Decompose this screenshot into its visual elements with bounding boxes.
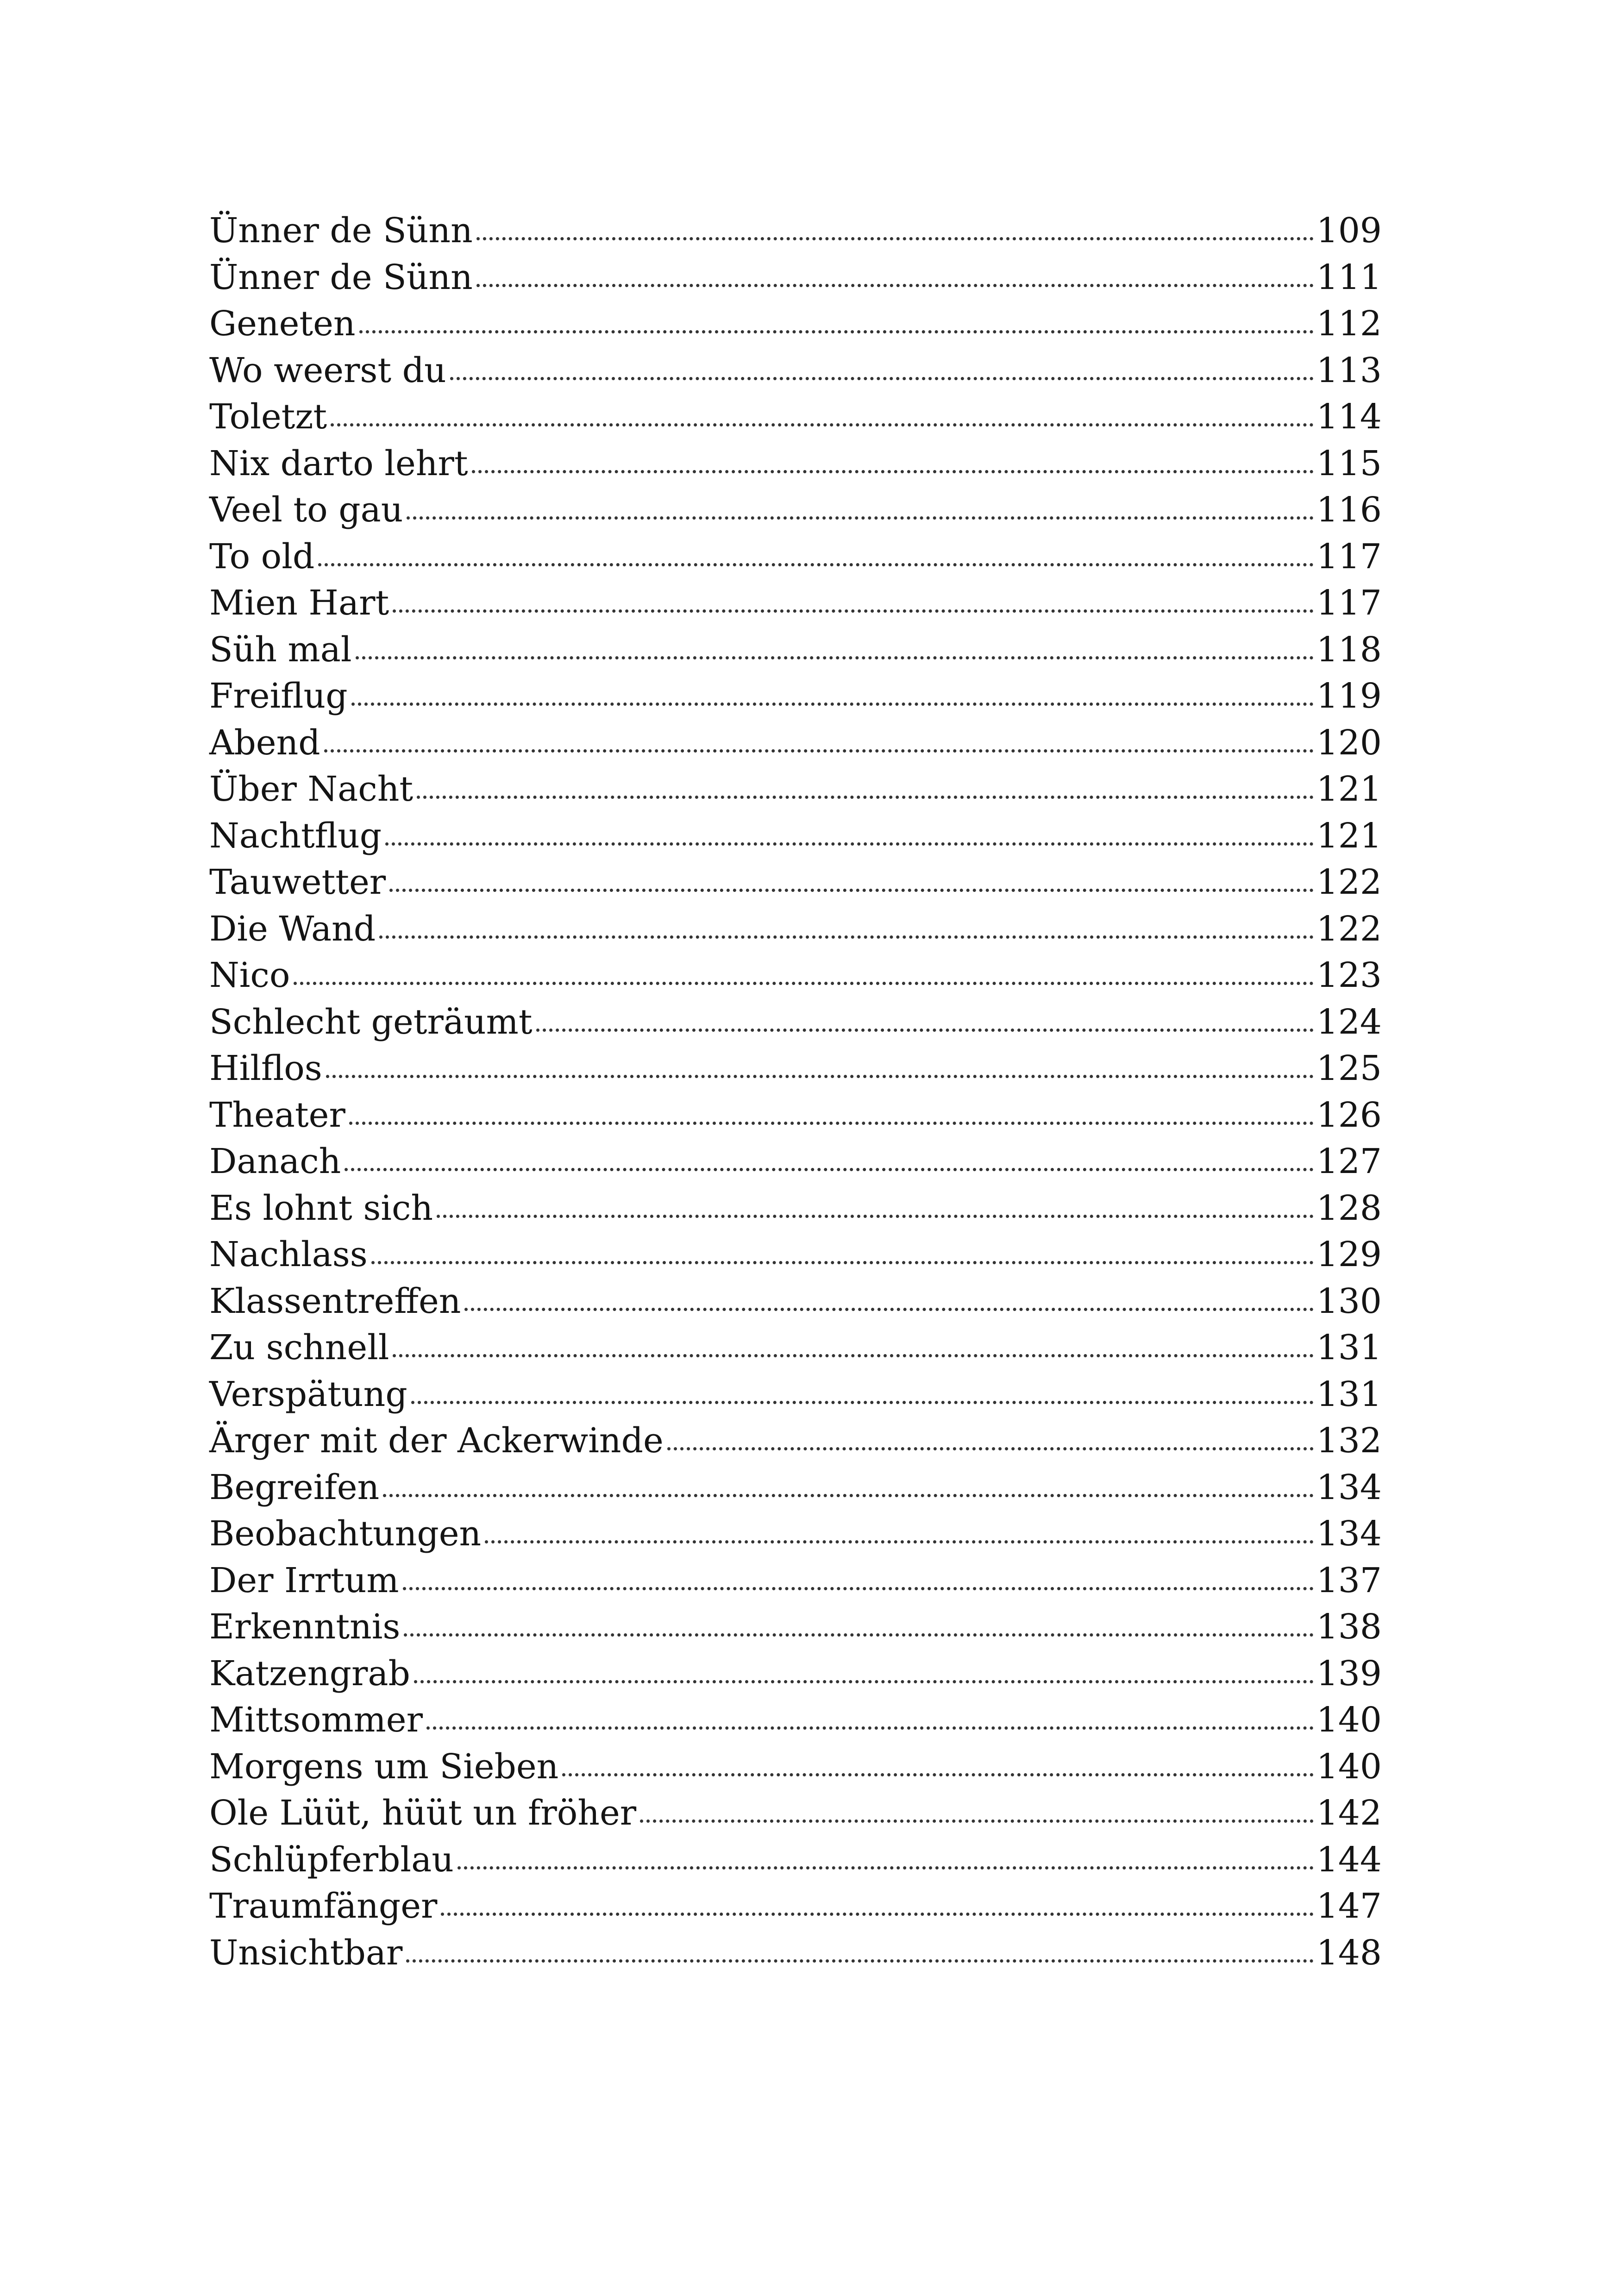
- toc-entry-page-number: 119: [1316, 676, 1382, 716]
- toc-dot-leader: [404, 1633, 1313, 1637]
- toc-entry-title: Verspätung: [209, 1374, 407, 1414]
- toc-entry-page-number: 129: [1316, 1235, 1382, 1274]
- toc-entry-title: Freiflug: [209, 676, 348, 716]
- toc-dot-leader: [562, 1773, 1313, 1776]
- toc-entry-page-number: 114: [1316, 397, 1382, 437]
- toc-entry: [209, 1883, 1382, 1930]
- toc-entry: [209, 627, 1382, 673]
- toc-entry: [209, 1231, 1382, 1278]
- toc-entry-page-number: 127: [1316, 1142, 1382, 1181]
- toc-entry-page-number: 137: [1316, 1560, 1382, 1600]
- toc-entry-title: Mien Hart: [209, 583, 389, 623]
- toc-entry: [209, 440, 1382, 487]
- toc-entry-title: Klassentreffen: [209, 1281, 461, 1321]
- toc-entry-page-number: 139: [1316, 1653, 1382, 1694]
- toc-entry-page-number: 120: [1316, 722, 1382, 763]
- toc-entry: [209, 1557, 1382, 1604]
- toc-entry-page-number: 121: [1316, 769, 1382, 809]
- toc-entry-page-number: 122: [1316, 862, 1382, 902]
- toc-entry-page-number: 132: [1316, 1421, 1382, 1461]
- table-of-contents: [209, 207, 1382, 1976]
- toc-dot-leader: [345, 1168, 1313, 1171]
- toc-entry-title: Nix darto lehrt: [209, 443, 468, 483]
- toc-entry-title: Katzengrab: [209, 1653, 410, 1694]
- toc-entry-page-number: 115: [1316, 443, 1382, 483]
- toc-dot-leader: [640, 1819, 1314, 1823]
- toc-dot-leader: [351, 703, 1314, 706]
- toc-dot-leader: [318, 563, 1313, 566]
- toc-entry-title: Hilflos: [209, 1048, 322, 1088]
- toc-entry: [209, 720, 1382, 766]
- toc-entry: [209, 301, 1382, 347]
- toc-entry-page-number: 131: [1316, 1374, 1382, 1414]
- toc-entry: [209, 1930, 1382, 1976]
- toc-entry-title: Der Irrtum: [209, 1560, 399, 1600]
- toc-entry: [209, 1138, 1382, 1185]
- toc-entry: [209, 1045, 1382, 1092]
- toc-entry-title: Wo weerst du: [209, 350, 446, 390]
- toc-entry-page-number: 117: [1316, 583, 1382, 623]
- toc-entry: [209, 580, 1382, 627]
- toc-dot-leader: [403, 1587, 1314, 1590]
- toc-entry-page-number: 122: [1316, 909, 1382, 949]
- toc-dot-leader: [326, 1075, 1314, 1078]
- toc-entry-page-number: 118: [1316, 629, 1382, 670]
- toc-entry-page-number: 113: [1316, 350, 1382, 390]
- toc-entry-title: Unsichtbar: [209, 1932, 403, 1973]
- toc-dot-leader: [458, 1866, 1314, 1869]
- toc-entry-page-number: 134: [1316, 1514, 1382, 1554]
- toc-entry-title: Toletzt: [209, 397, 327, 437]
- toc-entry-page-number: 123: [1316, 955, 1382, 995]
- toc-entry-page-number: 147: [1316, 1886, 1382, 1926]
- toc-entry-page-number: 117: [1316, 536, 1382, 577]
- toc-entry-title: Es lohnt sich: [209, 1188, 433, 1228]
- toc-entry-title: Nachlass: [209, 1235, 368, 1274]
- toc-entry-title: Schlüpferblau: [209, 1839, 454, 1880]
- toc-dot-leader: [371, 1261, 1314, 1264]
- toc-dot-leader: [393, 609, 1314, 613]
- toc-dot-leader: [324, 749, 1314, 753]
- toc-entry-title: Schlecht geträumt: [209, 1002, 533, 1042]
- toc-entry-page-number: 126: [1316, 1095, 1382, 1135]
- toc-dot-leader: [536, 1029, 1314, 1032]
- toc-entry-title: Süh mal: [209, 629, 352, 670]
- toc-entry-title: Zu schnell: [209, 1328, 389, 1368]
- toc-entry-title: Theater: [209, 1095, 345, 1135]
- toc-entry-title: Nachtflug: [209, 816, 382, 856]
- toc-dot-leader: [294, 982, 1313, 985]
- toc-dot-leader: [441, 1913, 1313, 1916]
- toc-entry-page-number: 111: [1316, 257, 1382, 297]
- toc-entry: [209, 952, 1382, 999]
- toc-dot-leader: [417, 796, 1314, 799]
- toc-entry-title: Ünner de Sünn: [209, 257, 473, 297]
- toc-dot-leader: [464, 1308, 1313, 1311]
- toc-entry-page-number: 112: [1316, 304, 1382, 344]
- toc-dot-leader: [667, 1447, 1314, 1450]
- toc-entry-title: Die Wand: [209, 909, 376, 949]
- toc-dot-leader: [485, 1540, 1314, 1543]
- toc-entry-title: Geneten: [209, 304, 356, 344]
- toc-entry-title: Veel to gau: [209, 490, 403, 530]
- toc-entry: [209, 254, 1382, 301]
- toc-entry: [209, 813, 1382, 859]
- toc-entry: [209, 394, 1382, 440]
- toc-entry: [209, 859, 1382, 906]
- toc-dot-leader: [450, 377, 1314, 380]
- toc-dot-leader: [393, 1354, 1313, 1357]
- toc-entry: [209, 207, 1382, 254]
- toc-entry-title: Nico: [209, 955, 290, 995]
- toc-entry-title: Danach: [209, 1142, 341, 1181]
- toc-entry: [209, 1604, 1382, 1650]
- toc-entry-page-number: 138: [1316, 1607, 1382, 1647]
- toc-entry-title: Erkenntnis: [209, 1607, 401, 1647]
- toc-dot-leader: [472, 470, 1314, 473]
- toc-dot-leader: [437, 1215, 1314, 1218]
- toc-dot-leader: [379, 935, 1314, 939]
- toc-entry-title: Begreifen: [209, 1467, 380, 1507]
- toc-entry-page-number: 128: [1316, 1188, 1382, 1228]
- toc-entry-title: Tauwetter: [209, 862, 386, 902]
- toc-dot-leader: [331, 423, 1314, 427]
- toc-entry-page-number: 130: [1316, 1281, 1382, 1321]
- toc-entry-title: Ünner de Sünn: [209, 211, 473, 251]
- toc-entry: [209, 1185, 1382, 1232]
- toc-entry-page-number: 134: [1316, 1467, 1382, 1507]
- toc-entry-page-number: 142: [1316, 1793, 1382, 1833]
- toc-entry: [209, 766, 1382, 813]
- toc-entry: [209, 1697, 1382, 1744]
- toc-dot-leader: [406, 1959, 1313, 1963]
- toc-dot-leader: [411, 1401, 1314, 1404]
- toc-dot-leader: [359, 330, 1314, 333]
- toc-dot-leader: [476, 284, 1314, 287]
- toc-entry: [209, 1092, 1382, 1139]
- toc-entry-page-number: 124: [1316, 1002, 1382, 1042]
- toc-dot-leader: [407, 516, 1313, 520]
- toc-entry: [209, 1650, 1382, 1697]
- toc-entry-page-number: 116: [1316, 490, 1382, 530]
- toc-entry-page-number: 125: [1316, 1048, 1382, 1088]
- toc-entry-page-number: 131: [1316, 1328, 1382, 1368]
- toc-dot-leader: [414, 1680, 1314, 1683]
- toc-entry-title: Abend: [209, 722, 320, 763]
- toc-entry: [209, 999, 1382, 1046]
- toc-entry-page-number: 144: [1316, 1839, 1382, 1880]
- toc-entry: [209, 1324, 1382, 1371]
- toc-entry-title: Beobachtungen: [209, 1514, 482, 1554]
- toc-entry: [209, 1744, 1382, 1790]
- toc-entry: [209, 1278, 1382, 1325]
- toc-entry: [209, 1464, 1382, 1511]
- toc-entry-page-number: 148: [1316, 1932, 1382, 1973]
- toc-entry: [209, 1790, 1382, 1837]
- toc-entry-title: Mittsommer: [209, 1700, 423, 1740]
- toc-dot-leader: [349, 1122, 1314, 1125]
- toc-dot-leader: [385, 842, 1314, 846]
- toc-entry-page-number: 140: [1316, 1700, 1382, 1740]
- toc-entry-page-number: 121: [1316, 816, 1382, 856]
- toc-dot-leader: [389, 889, 1314, 892]
- toc-entry: [209, 1837, 1382, 1883]
- toc-entry-page-number: 140: [1316, 1746, 1382, 1787]
- toc-entry-page-number: 109: [1316, 211, 1382, 251]
- toc-entry: [209, 487, 1382, 533]
- toc-entry-title: Ole Lüüt, hüüt un fröher: [209, 1793, 637, 1833]
- toc-dot-leader: [383, 1494, 1314, 1497]
- toc-entry: [209, 533, 1382, 580]
- toc-entry: [209, 673, 1382, 720]
- toc-entry: [209, 347, 1382, 394]
- toc-entry: [209, 1371, 1382, 1418]
- toc-entry-title: Ärger mit der Ackerwinde: [209, 1421, 664, 1461]
- toc-entry: [209, 1418, 1382, 1464]
- toc-entry-title: Über Nacht: [209, 769, 414, 809]
- toc-dot-leader: [426, 1726, 1314, 1730]
- toc-dot-leader: [356, 656, 1314, 659]
- toc-entry: [209, 906, 1382, 953]
- toc-entry-title: Traumfänger: [209, 1886, 438, 1926]
- toc-entry-title: To old: [209, 536, 315, 577]
- toc-dot-leader: [476, 237, 1314, 240]
- toc-entry: [209, 1511, 1382, 1557]
- toc-entry-title: Morgens um Sieben: [209, 1746, 559, 1787]
